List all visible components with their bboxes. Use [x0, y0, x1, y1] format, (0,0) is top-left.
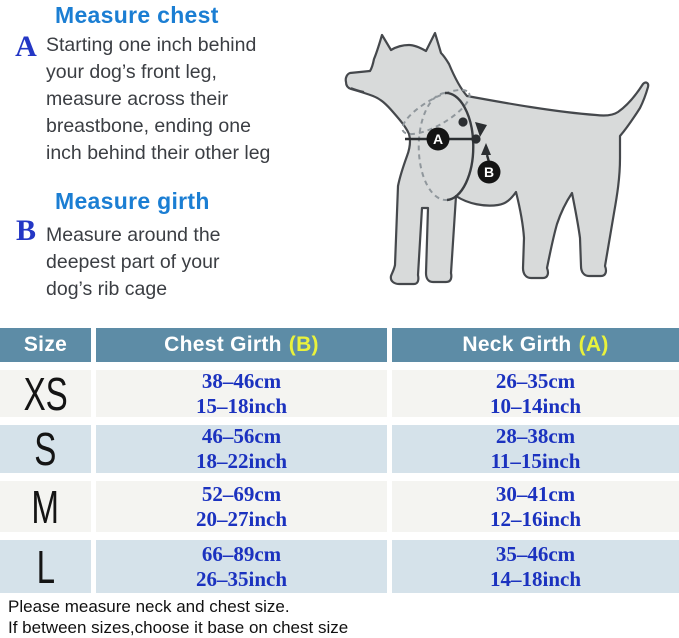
measure-girth-text	[46, 222, 221, 303]
table-row-s-chest: 46–56cm 18–22inch	[96, 425, 387, 473]
chest-line-3: measure across their	[46, 88, 229, 110]
label-b: B	[15, 214, 36, 247]
table-row-l-chest: 66–89cm 26–35inch	[96, 540, 387, 593]
measure-chest-heading: Measure chest	[55, 2, 219, 28]
neck-line-dot	[458, 117, 467, 126]
marker-b-letter: B	[483, 164, 495, 180]
footer-line-2: If between sizes,choose it base on chest size	[8, 618, 349, 637]
table-row-xs-size: XS	[0, 370, 91, 417]
girth-line-3: dog’s rib cage	[46, 278, 168, 300]
col-header-size: Size	[0, 328, 91, 362]
col-header-chest-girth: Chest Girth (B)	[96, 328, 387, 362]
chest-line-5: inch behind their other leg	[46, 142, 271, 164]
chest-line-4: breastbone, ending one	[46, 115, 251, 137]
measure-girth-heading: Measure girth	[55, 188, 210, 214]
chest-line-2: your dog’s front leg,	[46, 61, 217, 83]
measure-chest-text	[46, 32, 270, 167]
girth-line-1: Measure around the	[46, 224, 221, 246]
neck-ref-a: (A)	[578, 333, 609, 356]
dog-silhouette-image	[346, 33, 648, 284]
label-a: A	[15, 30, 37, 63]
chest-line-1: Starting one inch behind	[46, 34, 257, 56]
table-row-m-neck: 30–41cm 12–16inch	[392, 481, 679, 532]
dog-diagram	[330, 18, 679, 318]
table-row-s-size: S	[0, 425, 91, 473]
table-row-l-size: L	[0, 540, 91, 593]
girth-line-2: deepest part of your	[46, 251, 220, 273]
table-row-xs-chest: 38–46cm 15–18inch	[96, 370, 387, 417]
table-row-m-size: M	[0, 481, 91, 532]
table-row-s-neck: 28–38cm 11–15inch	[392, 425, 679, 473]
chest-ref-b: (B)	[288, 333, 319, 356]
marker-a-letter: A	[432, 131, 444, 147]
table-row-xs-neck: 26–35cm 10–14inch	[392, 370, 679, 417]
size-table	[0, 328, 679, 593]
footer-note	[8, 596, 348, 638]
footer-line-1: Please measure neck and chest size.	[8, 597, 290, 616]
chest-line-dot	[471, 134, 480, 143]
table-row-l-neck: 35–46cm 14–18inch	[392, 540, 679, 593]
table-row-m-chest: 52–69cm 20–27inch	[96, 481, 387, 532]
col-header-neck-girth: Neck Girth (A)	[392, 328, 679, 362]
